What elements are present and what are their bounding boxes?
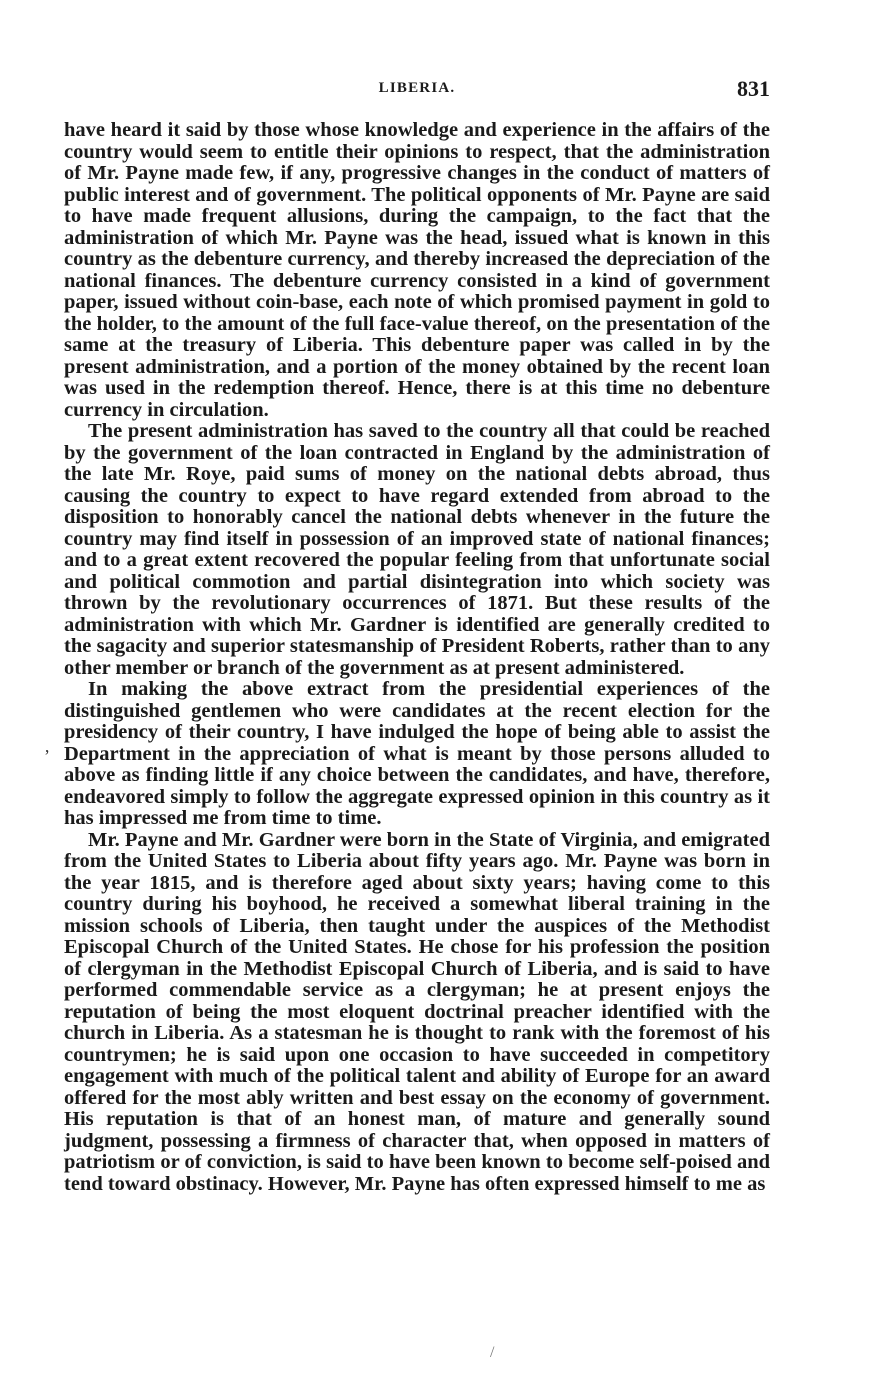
running-head — [64, 76, 770, 102]
paragraph-biography: Mr. Payne and Mr. Gardner were born in the State of Virginia, and emigrated from the United States to Liberia about fifty years ago. Mr. Payne was born in the year 1815, and is therefore aged about sixty years; having come to this country during his boyhood, he received a somewhat liberal training in the mission schools of Liberia, then taught under the auspices of the Methodist Episcopal Church of the United States. He chose for his profession the position of clergyman in the Methodist Episcopal Church of Liberia, and is said to have performed commendable service as a clergyman; he at present enjoys the reputation of being the most eloquent doctrinal preacher identified with the church in Liberia. As a statesman he is thought to rank with the foremost of his countrymen; he is said upon one occasion to have succeeded in competitory engagement with much of the political talent and ability of Europe for an award offered for the most ably written and best essay on the economy of government. His reputation is that of an honest man, of mature and generally sound judgment, possessing a firmness of character that, when opposed in matters of patriotism or of conviction, is said to have been known to become self-poised and tend toward obstinacy. However, Mr. Payne has often expressed himself to me as — [64, 828, 770, 1195]
page-number: 831 — [737, 76, 770, 101]
stray-pencil-mark: / — [490, 1344, 495, 1361]
paragraph-extract: In making the above extract from the presidential experiences of the distinguished gentlemen who were candidates at the recent election for the presidency of their country, I have indulged the hope of being able to assist the Department in the appreciation of what is meant by those persons alluded to above as finding little if any choice between the candidates, and have, therefore, endeavored simply to follow the aggregate expressed opinion in this country as it has impressed me from time to time. — [64, 678, 770, 829]
paragraph-continued: have heard it said by those whose knowledge and experience in the affairs of the country would seem to entitle their opinions to respect, that the administration of Mr. Payne made few, if any, progressive changes in the conduct of matters of public interest and of government. The political opponents of Mr. Payne are said to have made frequent allusions, during the campaign, to the fact that the administration of which Mr. Payne was the head, issued what is known in this country as the debenture currency, and thereby increased the depreciation of the national finances. The debenture currency consisted in a kind of government paper, issued without coin-base, each note of which promised payment in gold to the holder, to the amount of the full face-value thereof, on the presentation of the same at the treasury of Liberia. This debenture paper was called in by the present administration, and a portion of the money obtained by the recent loan was used in the redemption thereof. Hence, there is at this time no debenture currency in circulation. — [64, 119, 770, 421]
paragraph-administration: The present administration has saved to the country all that could be reached by the government of the loan contracted in England by the administration of the late Mr. Roye, paid sums of money on the national debts abroad, thus causing the country to expect to have regard extended from abroad to the disposition to honorably cancel the national debts whenever in the future the country may find itself in possession of an improved state of national finances; and to a great extent recovered the popular feeling from that unfortunate social and political commotion and partial disintegration into which society was thrown by the revolutionary occurrences of 1871. But these results of the administration with which Mr. Gardner is identified are generally credited to the sagacity and superior statesmanship of President Roberts, rather than to any other member or branch of the government as at present administered. — [64, 420, 770, 679]
body-text — [64, 120, 770, 1195]
margin-tick-mark: ʼ — [44, 746, 50, 766]
running-title: LIBERIA. — [378, 80, 456, 96]
